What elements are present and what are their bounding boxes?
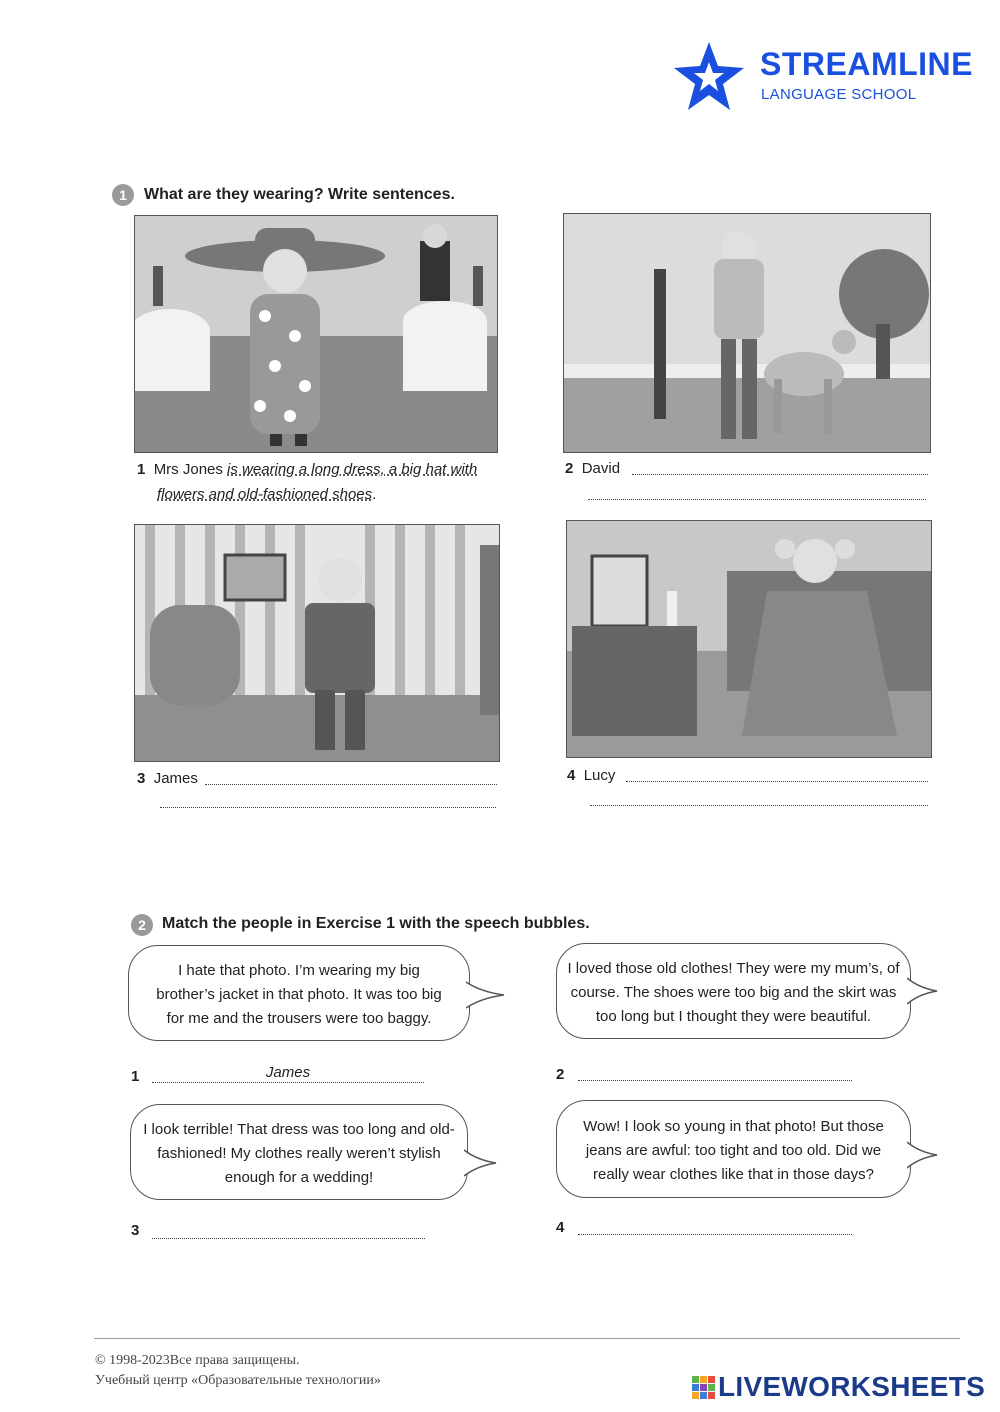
speech-bubble-4-tail <box>907 1140 939 1170</box>
ex1-item-2-input-1[interactable] <box>632 474 928 475</box>
ex1-item-1-line2: flowers and old-fashioned shoes. <box>157 486 377 503</box>
ex2-answer-2-input[interactable] <box>578 1062 852 1081</box>
speech-bubble-3-text: I look terrible! That dress was too long and old-fashioned! My clothes really weren’t stylish enough for a wedding! <box>143 1121 455 1186</box>
speech-bubble-4-text: Wow! I look so young in that photo! But those jeans are awful: too tight and too old. Did we really wear clothes like that in those days? <box>583 1118 884 1183</box>
star-logo-icon <box>672 40 746 114</box>
speech-bubble-3 <box>130 1104 468 1200</box>
ex2-answer-1-input[interactable] <box>152 1064 424 1083</box>
ex1-item-3-number: 3 <box>137 770 146 787</box>
exercise-1-title: What are they wearing? Write sentences. <box>144 186 455 203</box>
speech-bubble-1 <box>128 945 470 1041</box>
ex2-answer-4-number: 4 <box>556 1219 565 1236</box>
footer-org: Учебный центр «Образовательные технологии» <box>95 1373 381 1388</box>
picture-mrs-jones <box>134 215 498 453</box>
ex1-item-1-number: 1 <box>137 461 146 478</box>
ex1-item-4-name: Lucy <box>583 767 616 784</box>
picture-james <box>134 524 500 762</box>
ex1-item-1-answer-line2[interactable]: flowers and old-fashioned shoes <box>157 486 373 503</box>
ex1-item-3-input-1[interactable] <box>205 784 497 785</box>
ex1-item-4-number: 4 <box>567 767 576 784</box>
ex1-item-2-input-2[interactable] <box>588 499 926 500</box>
ex1-item-4-input-2[interactable] <box>590 805 928 806</box>
ex2-answer-3-input[interactable] <box>152 1220 425 1239</box>
ex1-item-4-input-1[interactable] <box>626 781 928 782</box>
speech-bubble-1-text: I hate that photo. I’m wearing my big brother’s jacket in that photo. It was too big for me and the trousers were too baggy. <box>156 962 442 1027</box>
ex2-answer-2-number: 2 <box>556 1066 565 1083</box>
speech-bubble-3-tail <box>464 1148 498 1178</box>
exercise-2-number: 2 <box>131 914 153 936</box>
liveworksheets-brand: LIVEWORKSHEETS <box>718 1371 986 1402</box>
ex1-item-1-name: Mrs Jones <box>153 461 223 478</box>
ex1-item-3-input-2[interactable] <box>160 807 496 808</box>
footer-divider <box>94 1338 960 1339</box>
picture-lucy <box>566 520 932 758</box>
speech-bubble-2-text: I loved those old clothes! They were my mum’s, of course. The shoes were too big and the skirt was too long but I thought they were beautiful. <box>567 960 900 1025</box>
mrs-jones-illustration <box>135 216 497 452</box>
exercise-1-number: 1 <box>112 184 134 206</box>
brand-logo <box>672 40 973 115</box>
brand-name: STREAMLINE <box>760 46 973 82</box>
exercise-2-title: Match the people in Exercise 1 with the speech bubbles. <box>162 915 590 932</box>
ex2-answer-4-input[interactable] <box>578 1216 852 1235</box>
james-illustration <box>135 525 499 761</box>
ex1-item-4 <box>567 767 615 784</box>
ex1-item-1-answer-line1[interactable]: is wearing a long dress, a big hat with <box>227 461 478 478</box>
ex1-item-2-number: 2 <box>565 460 574 477</box>
speech-bubble-1-tail <box>466 980 506 1010</box>
ex2-answer-1-value: James <box>265 1064 311 1081</box>
ex1-item-2 <box>565 460 620 477</box>
ex1-item-3-name: James <box>153 770 198 787</box>
david-illustration <box>564 214 930 452</box>
ex1-item-2-name: David <box>581 460 621 477</box>
footer-copyright: © 1998-2023Все права защищены. <box>95 1353 300 1368</box>
ex2-answer-1-number: 1 <box>131 1068 140 1085</box>
lucy-illustration <box>567 521 931 757</box>
brand-subtitle: LANGUAGE SCHOOL <box>761 86 917 103</box>
picture-david <box>563 213 931 453</box>
ex1-item-1 <box>137 461 497 478</box>
speech-bubble-2-tail <box>907 976 939 1006</box>
liveworksheets-grid-icon <box>692 1376 716 1400</box>
speech-bubble-4 <box>556 1100 911 1198</box>
speech-bubble-2 <box>556 943 911 1039</box>
ex1-item-3 <box>137 770 198 787</box>
ex2-answer-3-number: 3 <box>131 1222 140 1239</box>
